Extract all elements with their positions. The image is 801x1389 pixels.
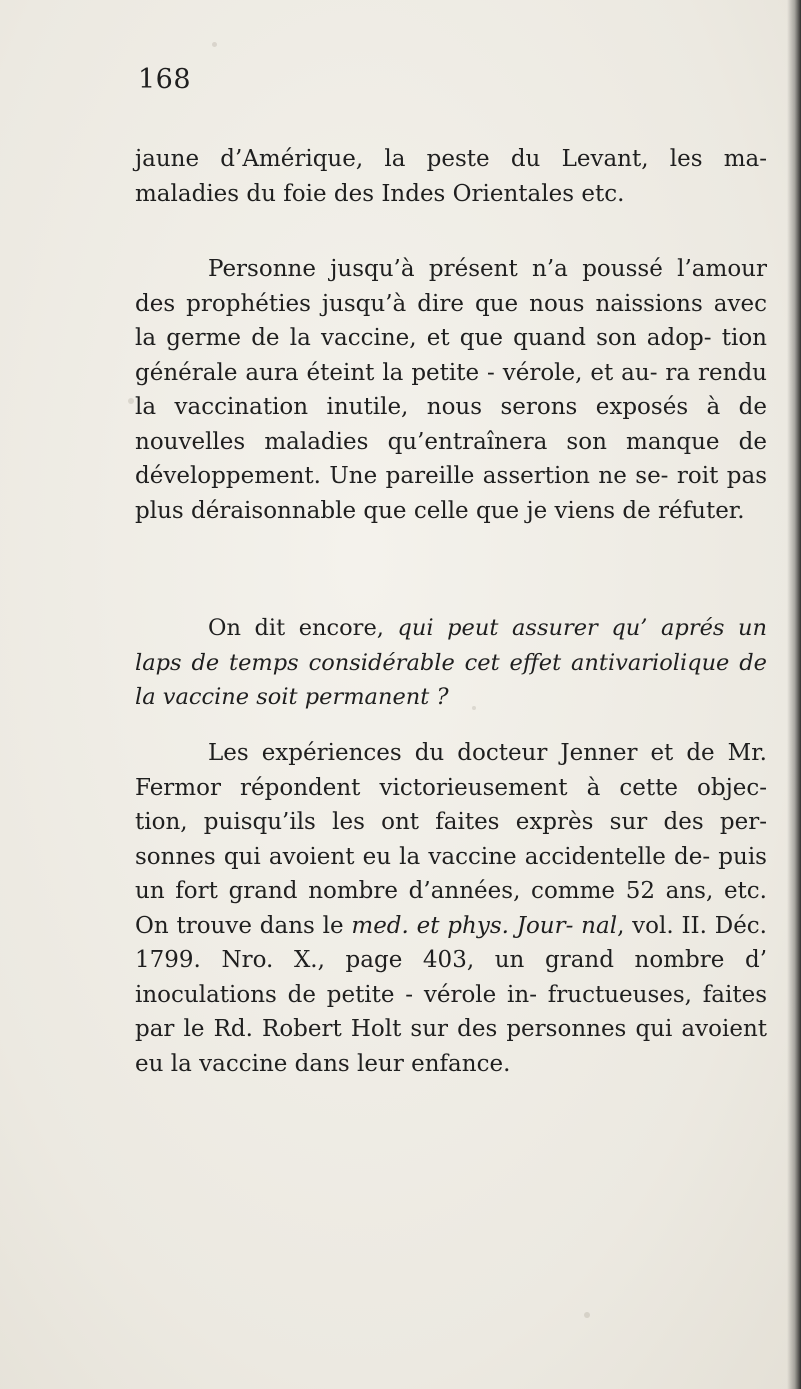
paragraph-3-lead: On dit encore, [208,615,398,641]
paragraph-2: Personne jusqu’à présent n’a poussé l’amour des prophéties jusqu’à dire que nous naissions avec la germe de la vaccine, et que quand son adop- tion générale aura éteint la petite - vérole, et au- ra rendu la vaccination inutile, nous serons exposés à de nouvelles maladies qu’entraînera son manque de développement. Une pareille assertion ne se- roit pas plus déraisonnable que celle que je viens de réfuter. [135,256,767,524]
paper-spot [128,398,134,404]
paper-spot [212,42,217,47]
paper-spot [584,1312,590,1318]
paragraph-1: jaune d’Amérique, la peste du Levant, les ma- maladies du foie des Indes Orientales etc. [135,146,767,207]
paragraph-4 [135,736,767,1081]
paragraph-4-journal-title: med. et phys. Jour- nal [351,912,618,939]
paragraph-3 [135,611,767,715]
page-number: 168 [138,64,192,95]
paragraph-4-part-2: , vol. II. Déc. 1799. Nro. X., page 403, un grand nombre d’ inoculations de petite - vérole in- fructueuses, faites par le Rd. Robert Holt sur des personnes qui avoient eu la vaccine dans leur enfance. [135,912,767,1077]
page-binding-shadow [787,0,801,1389]
paragraph-3-italic-quote: qui peut assurer qu’ aprés un laps de temps considérable cet effet antivariolique de la vaccine soit permanent ? [135,615,767,710]
paragraph-4-part-1: Les expériences du docteur Jenner et de Mr. Fermor répondent victorieusement à cette objec- tion, puisqu’ils les ont faites exprès sur des per- sonnes qui avoient eu la vaccine accidentelle de- puis un fort grand nombre d’années, comme 52 ans, etc. On trouve dans le [135,740,767,939]
